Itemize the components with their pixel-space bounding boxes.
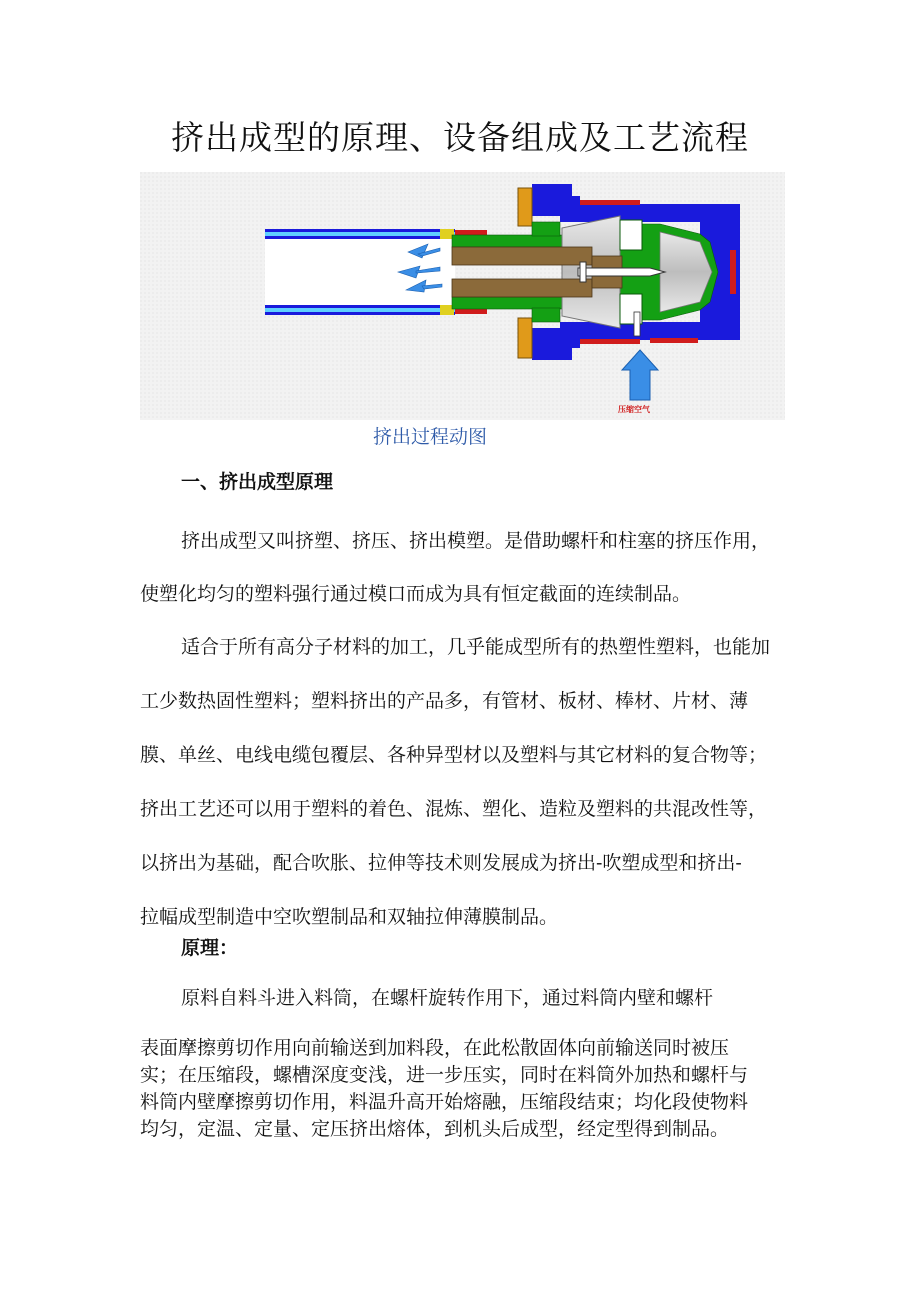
text-line: 以挤出为基础，配合吹胀、拉伸等技术则发展成为挤出-吹塑成型和挤出-: [140, 852, 742, 874]
section1-heading: 一、挤出成型原理: [181, 471, 334, 493]
text-line: 表面摩擦剪切作用向前输送到加料段，在此松散固体向前输送同时被压: [140, 1037, 730, 1059]
section2-para2: [140, 1035, 790, 1143]
text-line: 使塑化均匀的塑料强行通过模口而成为具有恒定截面的连续制品。: [140, 583, 692, 605]
text-line: 料筒内壁摩擦剪切作用，料温升高开始熔融，压缩段结束；均化段使物料: [140, 1091, 749, 1113]
text-line: 均匀，定温、定量、定压挤出熔体，到机头后成型，经定型得到制品。: [140, 1118, 730, 1140]
section1-para1: [140, 515, 800, 621]
text-line: 挤出工艺还可以用于塑料的着色、混炼、塑化、造粒及塑料的共混改性等，: [140, 798, 768, 820]
section1-para2: [140, 620, 800, 944]
text-line: 挤出成型又叫挤塑、挤压、挤出模塑。是借助螺杆和柱塞的挤压作用，: [181, 530, 771, 552]
text-line: 拉幅成型制造中空吹塑制品和双轴拉伸薄膜制品。: [140, 906, 559, 928]
page-title: 挤出成型的原理、设备组成及工艺流程: [171, 118, 749, 157]
text-line: 适合于所有高分子材料的加工，几乎能成型所有的热塑性塑料，也能加: [181, 636, 771, 658]
flange-bottom: [518, 318, 532, 358]
air-label: 压缩空气: [618, 405, 650, 414]
text-line: 实；在压缩段，螺槽深度变浅，进一步压实，同时在料筒外加热和螺杆与: [140, 1064, 749, 1086]
section2-heading: 原理：: [181, 937, 239, 959]
text-line: 工少数热固性塑料；塑料挤出的产品多，有管材、板材、棒材、片材、薄: [140, 690, 749, 712]
air-needle: [578, 268, 665, 276]
text-line: 膜、单丝、电线电缆包覆层、各种异型材以及塑料与其它材料的复合物等；: [140, 744, 768, 766]
flange-top: [518, 188, 532, 226]
extrusion-die-diagram: [140, 172, 785, 420]
figure-caption: 挤出过程动图: [372, 426, 487, 448]
section2-para1: 原料自料斗进入料筒，在螺杆旋转作用下，通过料筒内壁和螺杆: [181, 987, 714, 1009]
